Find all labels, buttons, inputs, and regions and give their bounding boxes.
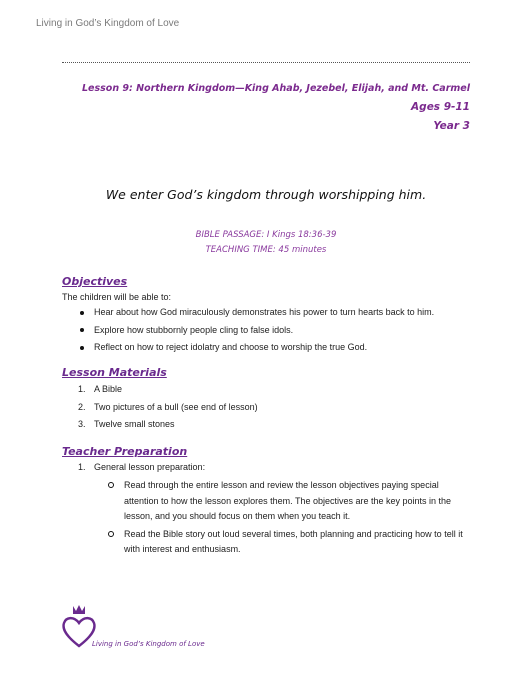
list-item — [78, 459, 206, 477]
materials-heading: Lesson Materials — [62, 366, 167, 379]
list-item — [124, 478, 474, 525]
lesson-ages: Ages 9-11 — [411, 101, 470, 113]
objectives-list — [94, 304, 434, 357]
material-text: Two pictures of a bull (see end of lesson) — [94, 401, 258, 412]
material-text: Twelve small stones — [94, 419, 175, 429]
bullet-icon — [80, 328, 84, 332]
list-item — [78, 399, 258, 417]
list-item — [94, 322, 434, 340]
item-number: 3. — [78, 419, 86, 429]
preparation-subtext: Read the Bible story out loud several times, both planning and practicing how to tell it with interest and enthusiasm. — [124, 528, 463, 554]
preparation-sublist — [124, 478, 474, 558]
objectives-intro: The children will be able to: — [62, 292, 172, 302]
footer-text: Living in God’s Kingdom of Love — [92, 640, 205, 648]
lesson-theme: We enter God’s kingdom through worshipping him. — [105, 187, 427, 202]
preparation-heading: Teacher Preparation — [62, 445, 188, 458]
lesson-title: Lesson 9: Northern Kingdom—King Ahab, Jezebel, Elijah, and Mt. Carmel — [82, 83, 470, 94]
bullet-icon — [80, 346, 84, 350]
dotted-divider — [62, 62, 470, 63]
hollow-bullet-icon — [108, 531, 114, 537]
list-item — [94, 304, 434, 322]
teaching-time: TEACHING TIME: 45 minutes — [205, 245, 327, 255]
materials-list — [78, 381, 258, 434]
preparation-text: General lesson preparation: — [94, 462, 206, 472]
objectives-heading: Objectives — [62, 275, 128, 288]
preparation-subtext: Read through the entire lesson and review the lesson objectives paying special attention to how the lesson explores them. The objectives are the key points in the lesson, and you should focus on them when you teach it. — [124, 480, 452, 521]
list-item — [124, 527, 474, 558]
objective-text: Reflect on how to reject idolatry and choose to worship the true God. — [94, 342, 368, 352]
hollow-bullet-icon — [108, 482, 114, 488]
list-item — [78, 381, 258, 399]
item-number: 2. — [78, 401, 86, 412]
running-header: Living in God’s Kingdom of Love — [36, 18, 180, 29]
lesson-header — [82, 80, 470, 136]
item-number: 1. — [78, 384, 86, 394]
bible-passage: BIBLE PASSAGE: I Kings 18:36-39 — [195, 230, 337, 240]
objective-text: Hear about how God miraculously demonstrates his power to turn hearts back to him. — [94, 307, 435, 317]
preparation-list — [78, 459, 206, 477]
list-item — [78, 416, 258, 434]
bullet-icon — [80, 311, 84, 315]
lesson-year: Year 3 — [433, 120, 470, 132]
item-number: 1. — [78, 462, 86, 472]
material-text: A Bible — [94, 384, 123, 394]
list-item — [94, 339, 434, 357]
passage-info — [0, 228, 532, 258]
objective-text: Explore how stubbornly people cling to false idols. — [94, 324, 294, 335]
